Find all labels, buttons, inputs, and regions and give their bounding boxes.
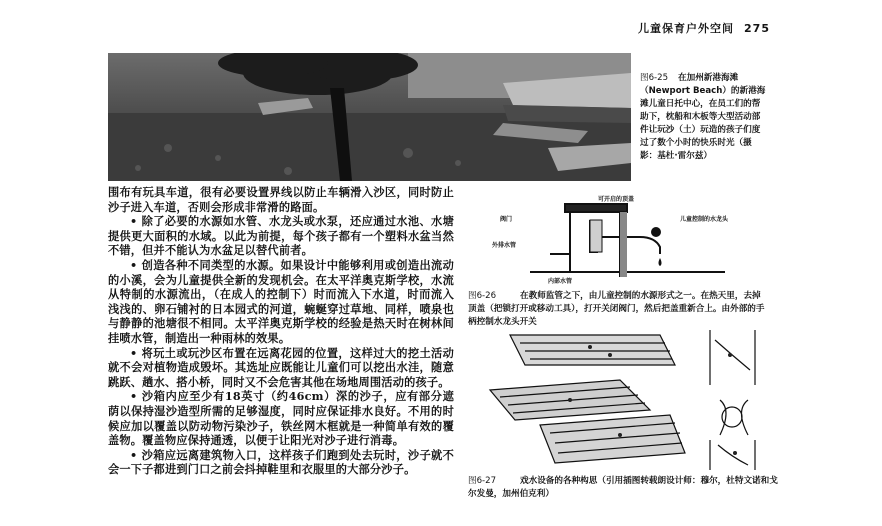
figure-27-caption-text: 戏水设备的各种构思（引用插图转载朗设计师：穆尔，杜特文诺和戈尔发曼，加州伯克利）: [468, 476, 778, 499]
label-child-tap: 儿童控制的水龙头: [680, 216, 729, 223]
figure-25-label: 图6-25: [640, 73, 669, 83]
figure-25-photo: [108, 53, 631, 181]
running-header: [638, 20, 770, 36]
label-valve: 阀门: [500, 216, 513, 223]
water-play-sketches: [470, 325, 770, 473]
figure-27-sketches: [470, 325, 770, 473]
body-paragraph: • 创造各种不同类型的水源。如果设计中能够利用或创造出流动的小溪，会为儿童提供全新的发现机会。在太平洋奥克斯学校，水流从特制的水源流出，（在成人的控制下）时而流入下水道，时而流入浅浅的、卵石铺衬的日本园式的河道，蜿蜒穿过草地、同样，喷泉也与静静的池塘很不相同。太平洋奥克斯学校的经验是热天时在树林间挂喷水管，制造出一种雨林的效果。: [108, 257, 454, 345]
running-header-title: 儿童保育户外空间: [638, 22, 735, 35]
figure-27-caption: [468, 475, 778, 501]
figure-25-caption: [640, 72, 768, 163]
page-number: 275: [744, 22, 770, 35]
playground-photo-illustration: [108, 53, 631, 181]
label-lid: 可开启的顶盖: [598, 196, 635, 203]
figure-25-caption-text: 在加州新港海滩（Newport Beach）的新港海滩儿童日托中心，在员工们的帮助下，枕船和木板等大型活动部件让玩沙（土）玩造的孩子们度过了数个小时的快乐时光（摄影：基杜·雷尔兹）: [640, 73, 766, 161]
label-outlet-pipe: 外排水管: [492, 242, 517, 249]
figure-26-label: 图6-26: [468, 291, 497, 301]
body-paragraph: 围布有玩具车道，很有必要设置界线以防止车辆滑入沙区，同时防止沙子进入车道，否则会形成非常滑的路面。: [108, 185, 454, 214]
figure-26-diagram: [470, 192, 770, 287]
figure-26-caption: [468, 290, 768, 329]
label-inlet-pipe: 内部水管: [548, 278, 573, 285]
body-text: [108, 185, 454, 477]
body-paragraph: • 除了必要的水源如水管、水龙头或水泵，还应通过水池、水塘提供更大面积的水域。以此为前提，每个孩子都有一个塑料水盆当然不错，但并不能认为水盆足以替代前者。: [108, 214, 454, 258]
figure-26-caption-text: 在教师监管之下，由儿童控制的水源形式之一。在热天里，去掉顶盖（把锁打开或移动工具），打开关闭阀门，然后把盖重新合上。由外部的手柄控制水龙头开关: [468, 291, 765, 327]
figure-27-label: 图6-27: [468, 476, 497, 486]
body-paragraph: • 将玩土或玩沙区布置在远离花园的位置，这样过大的挖土活动就不会对植物造成毁坏。其选址应既能让儿童们可以挖出水洼，随意跳跃、趟水、搭小桥，同时又不会危害其他在场地周围活动的孩子。: [108, 345, 454, 389]
body-paragraph: • 沙箱内应至少有18英寸（约46cm）深的沙子，应有部分遮荫以保持湿沙造型所需的足够湿度，同时应保证排水良好。不用的时候应加以覆盖以防动物污染沙子，铁丝网木框就是一种简单有效的覆盖物。覆盖物应保持通透，以便于让阳光对沙子进行消毒。: [108, 389, 454, 448]
body-paragraph: • 沙箱应远离建筑物入口，这样孩子们跑到处去玩时，沙子就不会一下子都进到门口之前会抖掉鞋里和衣服里的大部分沙子。: [108, 447, 454, 477]
